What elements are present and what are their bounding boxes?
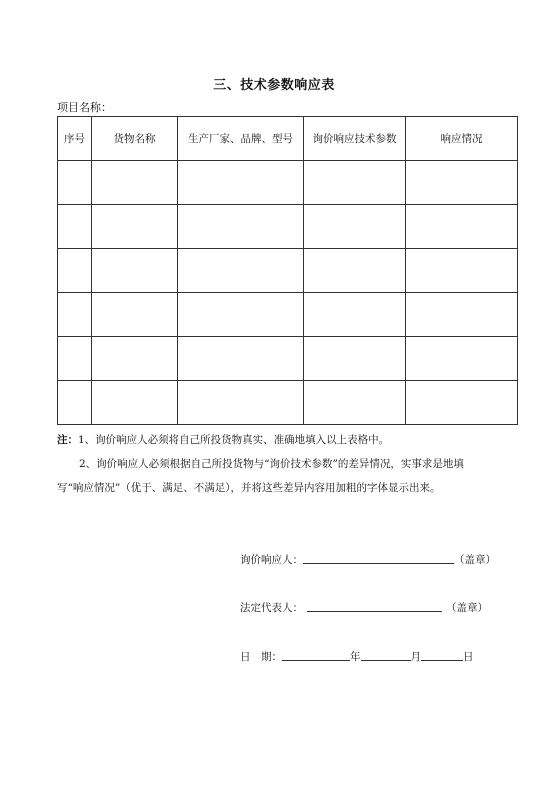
table-cell[interactable] (304, 337, 406, 381)
table-cell[interactable] (178, 161, 304, 205)
notes-section (57, 428, 519, 500)
note-item-1 (57, 428, 519, 452)
responder-signature-line (240, 551, 496, 567)
header-serial-no: 序号 (58, 117, 92, 161)
note-item-1-text: 1、询价响应人必须将自己所投货物真实、准确地填入以上表格中。 (78, 434, 390, 446)
table-row (58, 381, 518, 425)
legal-rep-seal-note: （盖章） (446, 602, 488, 614)
day-blank[interactable] (421, 648, 463, 661)
table-cell[interactable] (178, 381, 304, 425)
table-cell[interactable] (304, 293, 406, 337)
responder-blank[interactable] (303, 551, 454, 564)
table-cell[interactable] (92, 293, 178, 337)
table-cell[interactable] (58, 249, 92, 293)
table-row (58, 205, 518, 249)
year-blank[interactable] (282, 648, 350, 661)
note-item-2-line-1: 2、询价响应人必须根据自己所投货物与“询价技术参数”的差异情况，实事求是地填 (79, 458, 464, 470)
header-goods-name: 货物名称 (92, 117, 178, 161)
table-cell[interactable] (178, 205, 304, 249)
header-response-status: 响应情况 (406, 117, 518, 161)
table-cell[interactable] (304, 205, 406, 249)
table-cell[interactable] (406, 337, 518, 381)
table-cell[interactable] (304, 381, 406, 425)
legal-rep-blank[interactable] (307, 599, 442, 612)
table-cell[interactable] (304, 161, 406, 205)
date-line (240, 648, 474, 664)
table-cell[interactable] (406, 161, 518, 205)
table-cell[interactable] (92, 205, 178, 249)
table-cell[interactable] (92, 249, 178, 293)
table-cell[interactable] (92, 337, 178, 381)
legal-rep-label: 法定代表人： (240, 602, 303, 614)
page-title: 三、技术参数响应表 (213, 78, 335, 93)
table-row (58, 249, 518, 293)
month-label: 月 (410, 651, 421, 663)
table-cell[interactable] (406, 249, 518, 293)
table-cell[interactable] (178, 337, 304, 381)
project-name-label: 项目名称： (57, 101, 112, 114)
table-cell[interactable] (58, 381, 92, 425)
month-blank[interactable] (361, 648, 411, 661)
table-row (58, 337, 518, 381)
year-label: 年 (350, 651, 361, 663)
table-cell[interactable] (92, 381, 178, 425)
tech-param-response-table (57, 116, 518, 425)
header-manufacturer-brand-model: 生产厂家、品牌、型号 (178, 117, 304, 161)
table-header-row (58, 117, 518, 161)
table-cell[interactable] (92, 161, 178, 205)
date-label: 日 期： (240, 651, 282, 663)
table-cell[interactable] (304, 249, 406, 293)
table-row (58, 293, 518, 337)
responder-label: 询价响应人： (240, 554, 303, 566)
table-cell[interactable] (58, 161, 92, 205)
responder-seal-note: （盖章） (454, 554, 496, 566)
table-row (58, 161, 518, 205)
table-cell[interactable] (406, 381, 518, 425)
note-item-2-line-2: 写“响应情况”（优于、满足、不满足），并将这些差异内容用加粗的字体显示出来。 (57, 482, 441, 494)
note-prefix: 注： (57, 434, 78, 446)
table-cell[interactable] (178, 249, 304, 293)
day-label: 日 (463, 651, 474, 663)
table-cell[interactable] (178, 293, 304, 337)
table-cell[interactable] (406, 293, 518, 337)
table-cell[interactable] (58, 337, 92, 381)
table-cell[interactable] (58, 293, 92, 337)
header-tech-params: 询价响应技术参数 (304, 117, 406, 161)
legal-rep-signature-line (240, 599, 488, 615)
table-cell[interactable] (406, 205, 518, 249)
table-cell[interactable] (58, 205, 92, 249)
